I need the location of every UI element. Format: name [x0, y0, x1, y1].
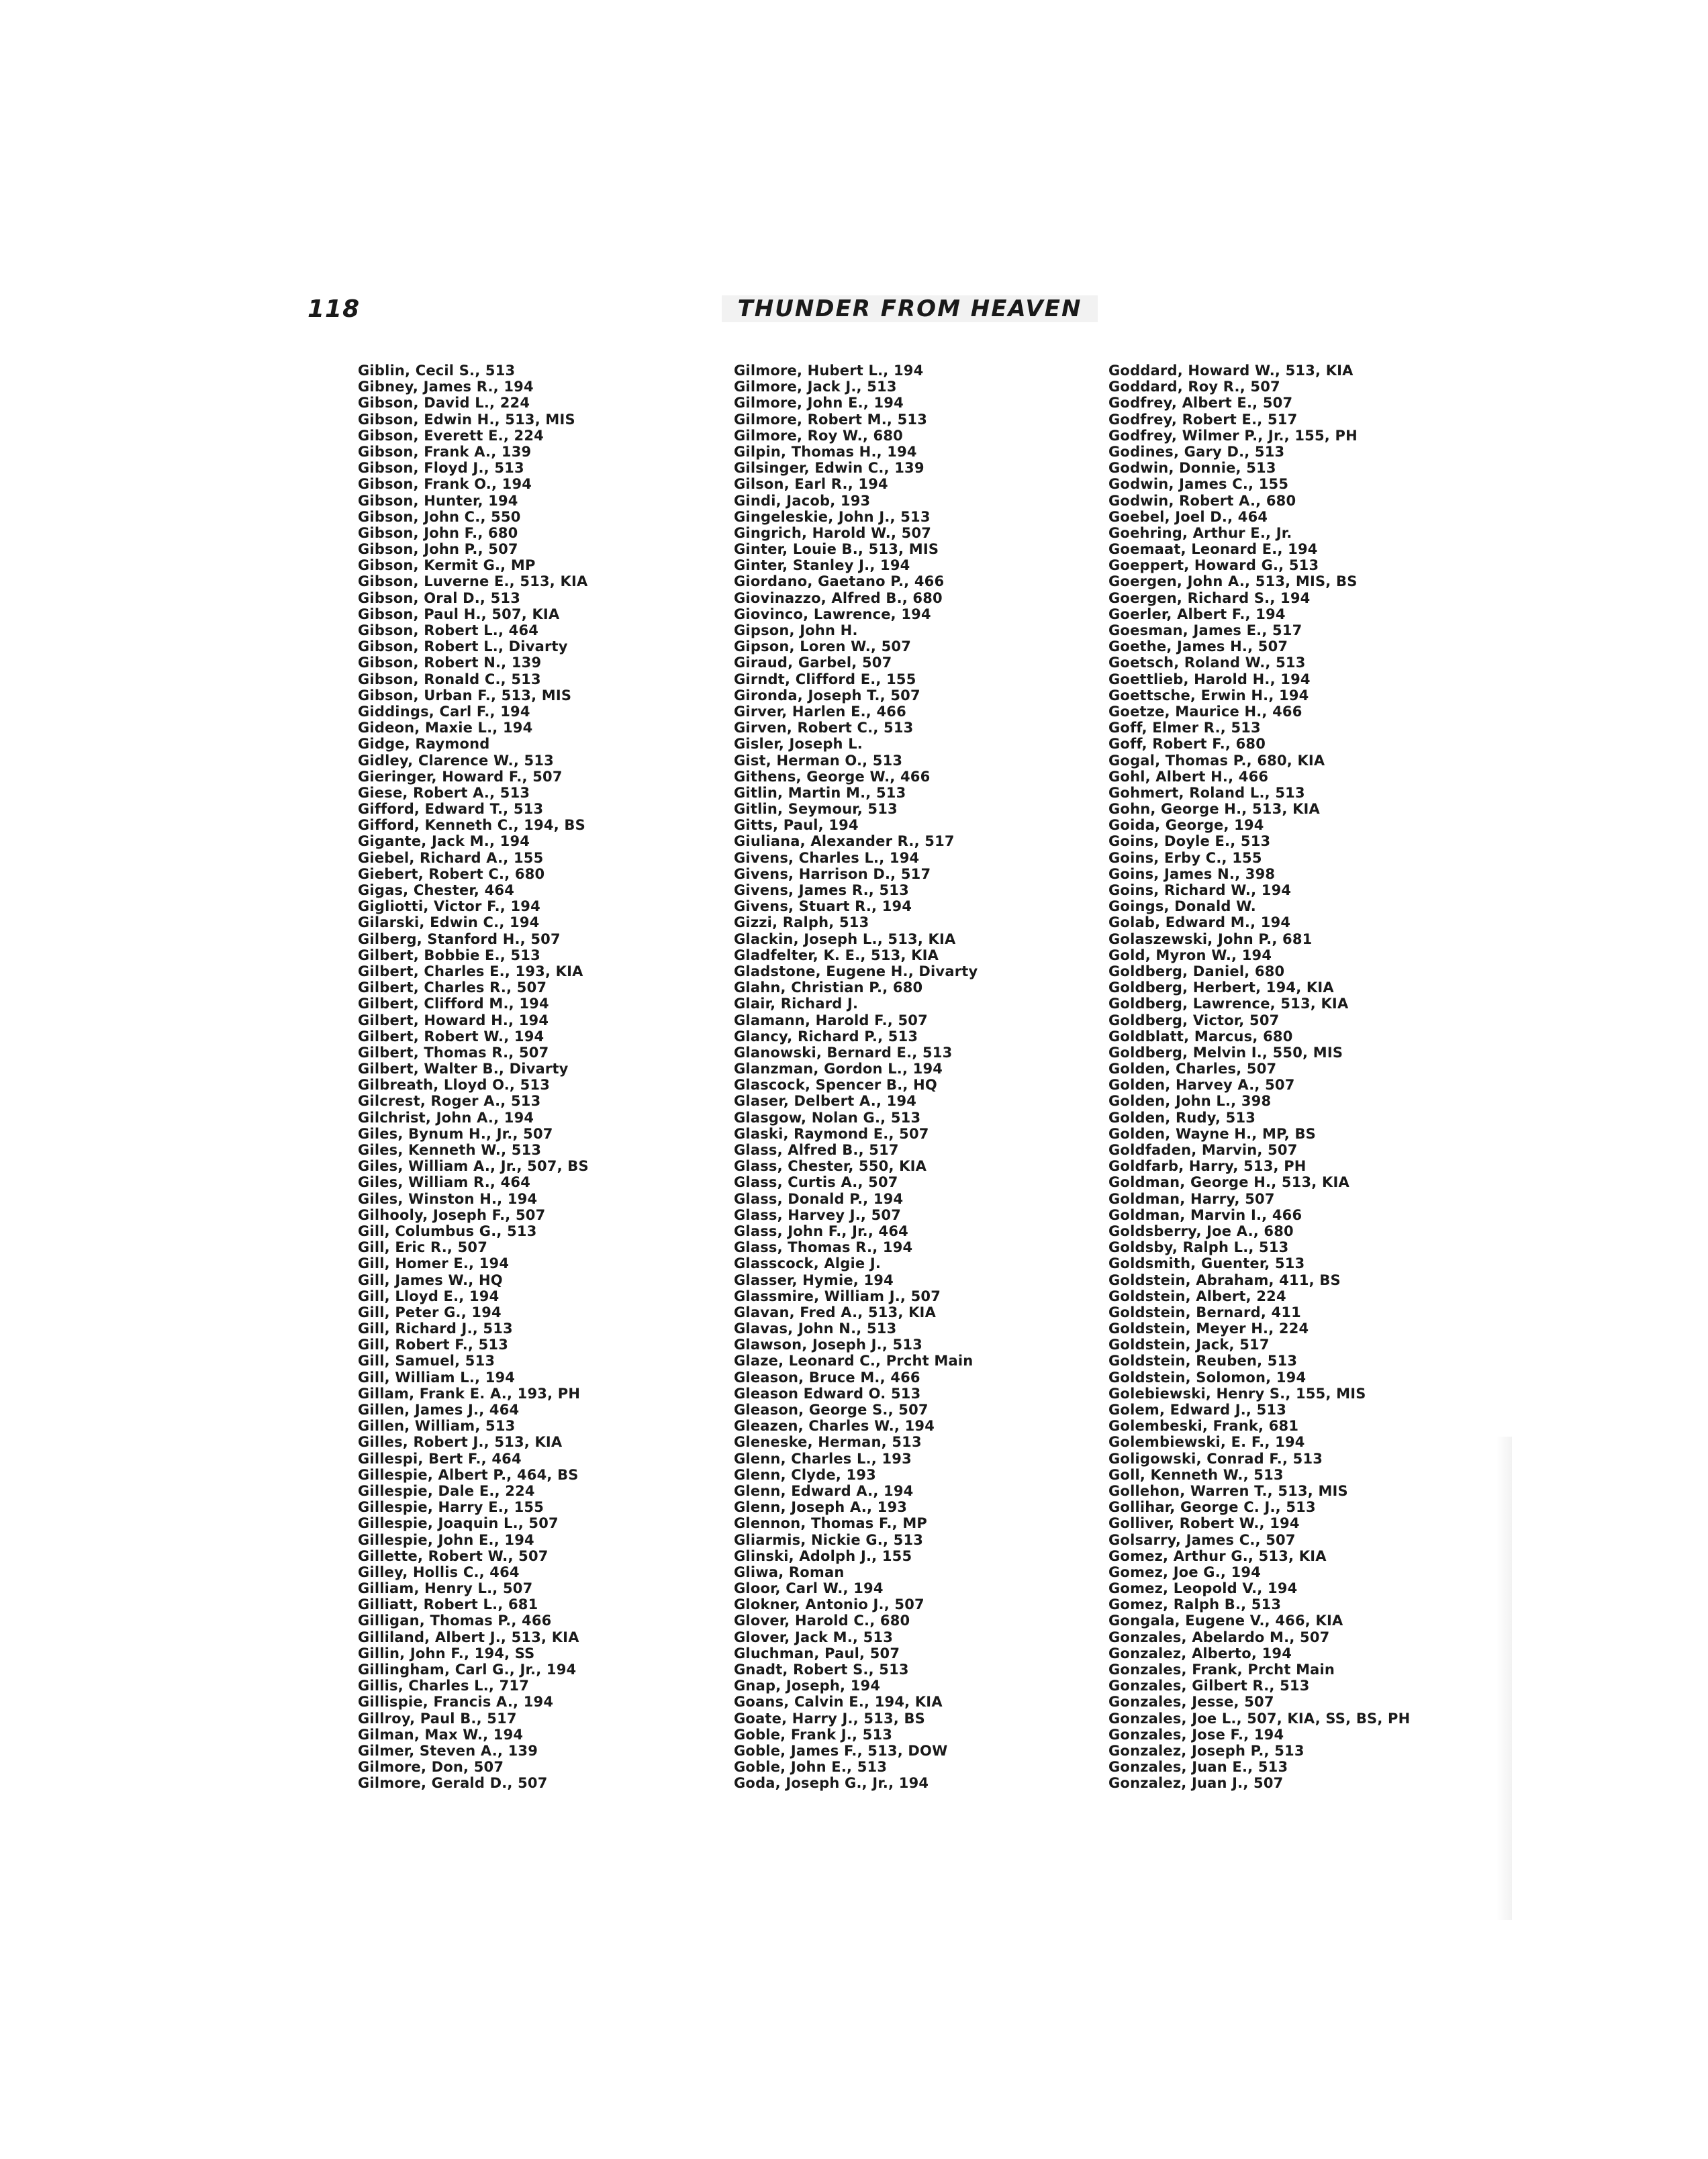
roster-entry: Gibson, Frank O., 194 — [358, 476, 532, 493]
roster-entry: Gilbert, Walter B., Divarty — [358, 1061, 569, 1077]
roster-entry: Goldman, Marvin I., 466 — [1108, 1206, 1302, 1223]
roster-entry: Gilmore, John E., 194 — [734, 395, 904, 412]
roster-entry: Gonzales, Joe L., 507, KIA, SS, BS, PH — [1108, 1710, 1411, 1727]
roster-entry: Gohmert, Roland L., 513 — [1108, 784, 1305, 801]
roster-entry: Gilligan, Thomas P., 466 — [358, 1613, 552, 1629]
roster-entry: Glanzman, Gordon L., 194 — [734, 1061, 943, 1077]
roster-entry: Goldstein, Bernard, 411 — [1108, 1304, 1301, 1321]
roster-entry: Gill, James W., HQ — [358, 1272, 503, 1288]
roster-entry: Gleason, George S., 507 — [734, 1402, 929, 1418]
roster-entry: Gonzales, Gilbert R., 513 — [1108, 1678, 1310, 1694]
roster-entry: Gomez, Leopold V., 194 — [1108, 1580, 1298, 1597]
roster-entry: Giebert, Robert C., 680 — [358, 865, 545, 882]
roster-entry: Givens, Charles L., 194 — [734, 849, 920, 866]
roster-entry: Goll, Kenneth W., 513 — [1108, 1466, 1284, 1483]
roster-entry: Glokner, Antonio J., 507 — [734, 1596, 924, 1613]
roster-entry: Gillespie, Harry E., 155 — [358, 1499, 544, 1516]
roster-entry: Gomez, Joe G., 194 — [1108, 1564, 1262, 1580]
roster-entry: Gladstone, Eugene H., Divarty — [734, 963, 978, 979]
roster-entry: Goldfarb, Harry, 513, PH — [1108, 1158, 1307, 1175]
roster-entry: Glass, Thomas R., 194 — [734, 1239, 913, 1256]
roster-entry: Gifford, Edward T., 513 — [358, 801, 544, 818]
roster-entry: Gillispie, Francis A., 194 — [358, 1694, 554, 1711]
roster-entry: Giles, Winston H., 194 — [358, 1190, 538, 1207]
roster-entry: Goldstein, Abraham, 411, BS — [1108, 1272, 1341, 1288]
roster-entry: Gillespie, Albert P., 464, BS — [358, 1466, 579, 1483]
roster-entry: Gomez, Ralph B., 513 — [1108, 1596, 1282, 1613]
roster-entry: Goehring, Arthur E., Jr. — [1108, 524, 1292, 541]
roster-entry: Ginter, Stanley J., 194 — [734, 557, 910, 574]
roster-entry: Goble, Frank J., 513 — [734, 1726, 893, 1743]
roster-entry: Glawson, Joseph J., 513 — [734, 1337, 922, 1353]
roster-entry: Gilbert, Bobbie E., 513 — [358, 947, 540, 963]
roster-entry: Gibson, John C., 550 — [358, 508, 521, 525]
roster-entry: Gilpin, Thomas H., 194 — [734, 443, 917, 460]
roster-entry: Giovinazzo, Alfred B., 680 — [734, 589, 943, 606]
roster-entry: Glamann, Harold F., 507 — [734, 1012, 928, 1028]
roster-entry: Glascock, Spencer B., HQ — [734, 1077, 937, 1094]
roster-entry: Gillespie, Dale E., 224 — [358, 1482, 535, 1499]
roster-entry: Gillespi, Bert F., 464 — [358, 1450, 522, 1467]
roster-entry: Godfrey, Albert E., 507 — [1108, 395, 1293, 412]
roster-entry: Gibson, Frank A., 139 — [358, 443, 532, 460]
roster-entry: Gibson, Paul H., 507, KIA — [358, 606, 560, 622]
roster-entry: Gollihar, George C. J., 513 — [1108, 1499, 1316, 1516]
roster-entry: Goettsche, Erwin H., 194 — [1108, 687, 1309, 704]
roster-entry: Golem, Edward J., 513 — [1108, 1402, 1287, 1418]
roster-entry: Gogal, Thomas P., 680, KIA — [1108, 752, 1325, 769]
roster-entry: Goldstein, Jack, 517 — [1108, 1337, 1270, 1353]
roster-entry: Girndt, Clifford E., 155 — [734, 671, 916, 687]
roster-entry: Glover, Harold C., 680 — [734, 1613, 910, 1629]
roster-entry: Golden, Harvey A., 507 — [1108, 1077, 1295, 1094]
roster-entry: Gillette, Robert W., 507 — [358, 1547, 549, 1564]
roster-entry: Goff, Robert F., 680 — [1108, 736, 1266, 753]
roster-entry: Gilmore, Hubert L., 194 — [734, 363, 924, 379]
roster-entry: Glancy, Richard P., 513 — [734, 1028, 918, 1045]
roster-entry: Gilbert, Robert W., 194 — [358, 1028, 544, 1045]
roster-entry: Goins, Richard W., 194 — [1108, 882, 1292, 898]
roster-entry: Giraud, Garbel, 507 — [734, 655, 892, 671]
roster-entry: Gibson, Oral D., 513 — [358, 589, 521, 606]
roster-entry: Glass, Alfred B., 517 — [734, 1142, 899, 1158]
roster-entry: Gingeleskie, John J., 513 — [734, 508, 931, 525]
roster-entry: Gilcrest, Roger A., 513 — [358, 1093, 541, 1110]
roster-entry: Gillingham, Carl G., Jr., 194 — [358, 1662, 577, 1678]
roster-entry: Gillroy, Paul B., 517 — [358, 1710, 517, 1727]
roster-entry: Gibson, Ronald C., 513 — [358, 671, 541, 687]
roster-entry: Golebiewski, Henry S., 155, MIS — [1108, 1385, 1366, 1402]
roster-entry: Gillespie, Joaquin L., 507 — [358, 1515, 559, 1532]
roster-entry: Gilbert, Howard H., 194 — [358, 1012, 549, 1028]
roster-entry: Gohn, George H., 513, KIA — [1108, 801, 1321, 818]
roster-entry: Giovinco, Lawrence, 194 — [734, 606, 931, 622]
roster-entry: Golden, Charles, 507 — [1108, 1061, 1277, 1077]
roster-entry: Givens, Harrison D., 517 — [734, 865, 931, 882]
roster-entry: Goddard, Roy R., 507 — [1108, 379, 1280, 395]
roster-entry: Gillespie, John E., 194 — [358, 1531, 534, 1548]
roster-entry: Glass, Chester, 550, KIA — [734, 1158, 927, 1175]
roster-entry: Goebel, Joel D., 464 — [1108, 508, 1268, 525]
roster-entry: Gillen, James J., 464 — [358, 1402, 520, 1418]
roster-entry: Goldman, Harry, 507 — [1108, 1190, 1275, 1207]
roster-entry: Gill, Peter G., 194 — [358, 1304, 502, 1321]
roster-entry: Gonzales, Juan E., 513 — [1108, 1759, 1288, 1776]
roster-entry: Goldsberry, Joe A., 680 — [1108, 1222, 1294, 1239]
roster-entry: Giese, Robert A., 513 — [358, 784, 530, 801]
roster-entry: Golsarry, James C., 507 — [1108, 1531, 1296, 1548]
roster-entry: Gilmore, Gerald D., 507 — [358, 1775, 548, 1792]
roster-entry: Gironda, Joseph T., 507 — [734, 687, 920, 704]
roster-entry: Gigante, Jack M., 194 — [358, 833, 530, 850]
roster-entry: Glenn, Joseph A., 193 — [734, 1499, 908, 1516]
roster-entry: Goldstein, Solomon, 194 — [1108, 1369, 1307, 1386]
roster-entry: Gilman, Max W., 194 — [358, 1726, 524, 1743]
roster-entry: Golembeski, Frank, 681 — [1108, 1418, 1299, 1435]
roster-column-1 — [358, 363, 589, 1792]
roster-entry: Goldsmith, Guenter, 513 — [1108, 1255, 1305, 1272]
roster-entry: Glaski, Raymond E., 507 — [734, 1125, 929, 1142]
roster-entry: Goble, John E., 513 — [734, 1759, 888, 1776]
roster-entry: Goins, James N., 398 — [1108, 865, 1276, 882]
roster-entry: Gleason Edward O. 513 — [734, 1385, 921, 1402]
roster-entry: Gibney, James R., 194 — [358, 379, 534, 395]
roster-entry: Gist, Herman O., 513 — [734, 752, 903, 769]
roster-entry: Glasgow, Nolan G., 513 — [734, 1109, 921, 1126]
roster-entry: Gieringer, Howard F., 507 — [358, 768, 563, 785]
roster-entry: Glassmire, William J., 507 — [734, 1288, 941, 1304]
roster-entry: Gladfelter, K. E., 513, KIA — [734, 947, 939, 963]
roster-entry: Goldberg, Lawrence, 513, KIA — [1108, 996, 1349, 1012]
roster-entry: Gifford, Kenneth C., 194, BS — [358, 817, 585, 834]
roster-entry: Githens, George W., 466 — [734, 768, 931, 785]
roster-entry: Gnadt, Robert S., 513 — [734, 1662, 909, 1678]
roster-entry: Gollehon, Warren T., 513, MIS — [1108, 1482, 1348, 1499]
roster-entry: Gibson, Robert L., 464 — [358, 622, 539, 638]
roster-entry: Glenn, Edward A., 194 — [734, 1482, 914, 1499]
roster-entry: Gonzalez, Joseph P., 513 — [1108, 1742, 1304, 1759]
roster-entry: Goins, Erby C., 155 — [1108, 849, 1262, 866]
roster-entry: Golembiewski, E. F., 194 — [1108, 1434, 1305, 1451]
roster-entry: Gilley, Hollis C., 464 — [358, 1564, 520, 1580]
roster-entry: Gilmore, Robert M., 513 — [734, 411, 928, 428]
roster-entry: Gonzalez, Juan J., 507 — [1108, 1775, 1284, 1792]
roster-entry: Goettlieb, Harold H., 194 — [1108, 671, 1311, 687]
roster-entry: Giddings, Carl F., 194 — [358, 703, 530, 720]
roster-entry: Glaze, Leonard C., Prcht Main — [734, 1353, 974, 1370]
roster-entry: Goldberg, Daniel, 680 — [1108, 963, 1285, 979]
roster-entry: Giles, William A., Jr., 507, BS — [358, 1158, 589, 1175]
roster-entry: Gomez, Arthur G., 513, KIA — [1108, 1547, 1327, 1564]
roster-entry: Goldstein, Albert, 224 — [1108, 1288, 1286, 1304]
roster-entry: Goddard, Howard W., 513, KIA — [1108, 363, 1354, 379]
roster-entry: Glinski, Adolph J., 155 — [734, 1547, 912, 1564]
roster-entry: Gilsinger, Edwin C., 139 — [734, 460, 924, 477]
roster-entry: Gilson, Earl R., 194 — [734, 476, 888, 493]
roster-entry: Goesman, James E., 517 — [1108, 622, 1302, 638]
roster-entry: Gillis, Charles L., 717 — [358, 1678, 530, 1694]
roster-entry: Goldblatt, Marcus, 680 — [1108, 1028, 1293, 1045]
roster-entry: Glahn, Christian P., 680 — [734, 979, 923, 996]
roster-entry: Gigas, Chester, 464 — [358, 882, 515, 898]
roster-entry: Giles, William R., 464 — [358, 1174, 531, 1191]
roster-entry: Glavan, Fred A., 513, KIA — [734, 1304, 937, 1321]
roster-entry: Gleazen, Charles W., 194 — [734, 1418, 935, 1435]
roster-entry: Glasscock, Algie J. — [734, 1255, 882, 1272]
roster-entry: Giebel, Richard A., 155 — [358, 849, 544, 866]
roster-entry: Gibson, Robert L., Divarty — [358, 638, 568, 655]
roster-entry: Gitlin, Seymour, 513 — [734, 801, 898, 818]
page-number: 118 — [307, 295, 361, 323]
roster-entry: Glover, Jack M., 513 — [734, 1629, 894, 1645]
roster-entry: Glaser, Delbert A., 194 — [734, 1093, 917, 1110]
roster-entry: Gibson, Urban F., 513, MIS — [358, 687, 572, 704]
roster-entry: Girver, Harlen E., 466 — [734, 703, 906, 720]
roster-entry: Gloor, Carl W., 194 — [734, 1580, 884, 1597]
roster-entry: Goble, James F., 513, DOW — [734, 1742, 948, 1759]
roster-entry: Goff, Elmer R., 513 — [1108, 720, 1261, 736]
roster-entry: Giordano, Gaetano P., 466 — [734, 573, 945, 590]
roster-entry: Godwin, Robert A., 680 — [1108, 492, 1296, 509]
roster-entry: Gipson, Loren W., 507 — [734, 638, 912, 655]
roster-entry: Gilbert, Charles E., 193, KIA — [358, 963, 583, 979]
roster-entry: Gill, Columbus G., 513 — [358, 1222, 537, 1239]
roster-entry: Gill, Samuel, 513 — [358, 1353, 495, 1370]
roster-entry: Gindi, Jacob, 193 — [734, 492, 871, 509]
roster-entry: Glavas, John N., 513 — [734, 1321, 897, 1337]
roster-entry: Gilmer, Steven A., 139 — [358, 1742, 538, 1759]
roster-entry: Gill, William L., 194 — [358, 1369, 516, 1386]
roster-entry: Goldstein, Meyer H., 224 — [1108, 1321, 1309, 1337]
roster-entry: Gonzales, Jesse, 507 — [1108, 1694, 1274, 1711]
roster-entry: Golab, Edward M., 194 — [1108, 914, 1291, 931]
roster-entry: Gonzales, Abelardo M., 507 — [1108, 1629, 1330, 1645]
roster-entry: Gilles, Robert J., 513, KIA — [358, 1434, 563, 1451]
roster-entry: Gilliam, Henry L., 507 — [358, 1580, 533, 1597]
roster-entry: Gilhooly, Joseph F., 507 — [358, 1206, 546, 1223]
roster-entry: Giles, Bynum H., Jr., 507 — [358, 1125, 553, 1142]
roster-entry: Gibson, Floyd J., 513 — [358, 460, 524, 477]
roster-entry: Glasser, Hymie, 194 — [734, 1272, 894, 1288]
roster-entry: Gizzi, Ralph, 513 — [734, 914, 869, 931]
roster-entry: Goldberg, Victor, 507 — [1108, 1012, 1280, 1028]
roster-entry: Gill, Robert F., 513 — [358, 1337, 509, 1353]
roster-entry: Goemaat, Leonard E., 194 — [1108, 541, 1318, 558]
roster-entry: Gilchrist, John A., 194 — [358, 1109, 534, 1126]
roster-entry: Giblin, Cecil S., 513 — [358, 363, 516, 379]
roster-entry: Glass, John F., Jr., 464 — [734, 1222, 908, 1239]
roster-entry: Gill, Eric R., 507 — [358, 1239, 488, 1256]
roster-entry: Gilliatt, Robert L., 681 — [358, 1596, 538, 1613]
roster-entry: Gilmore, Don, 507 — [358, 1759, 504, 1776]
roster-entry: Godwin, Donnie, 513 — [1108, 460, 1276, 477]
roster-entry: Gilbert, Thomas R., 507 — [358, 1044, 549, 1061]
roster-entry: Goins, Doyle E., 513 — [1108, 833, 1271, 850]
roster-entry: Gibson, Hunter, 194 — [358, 492, 518, 509]
roster-entry: Gideon, Maxie L., 194 — [358, 720, 533, 736]
roster-entry: Goldfaden, Marvin, 507 — [1108, 1142, 1298, 1158]
roster-entry: Gillin, John F., 194, SS — [358, 1645, 535, 1662]
roster-entry: Gilbert, Clifford M., 194 — [358, 996, 549, 1012]
roster-entry: Goetsch, Roland W., 513 — [1108, 655, 1306, 671]
roster-entry: Golliver, Robert W., 194 — [1108, 1515, 1300, 1532]
roster-entry: Godfrey, Robert E., 517 — [1108, 411, 1298, 428]
roster-entry: Ginter, Louie B., 513, MIS — [734, 541, 939, 558]
roster-entry: Gonzalez, Alberto, 194 — [1108, 1645, 1292, 1662]
roster-entry: Goerler, Albert F., 194 — [1108, 606, 1286, 622]
roster-entry: Gohl, Albert H., 466 — [1108, 768, 1269, 785]
roster-entry: Goldman, George H., 513, KIA — [1108, 1174, 1349, 1191]
roster-entry: Gleason, Bruce M., 466 — [734, 1369, 920, 1386]
roster-entry: Goldsby, Ralph L., 513 — [1108, 1239, 1289, 1256]
roster-entry: Gilliland, Albert J., 513, KIA — [358, 1629, 579, 1645]
roster-entry: Gillen, William, 513 — [358, 1418, 516, 1435]
roster-entry: Glackin, Joseph L., 513, KIA — [734, 930, 956, 947]
roster-entry: Golden, John L., 398 — [1108, 1093, 1272, 1110]
roster-entry: Gidley, Clarence W., 513 — [358, 752, 554, 769]
roster-entry: Gilarski, Edwin C., 194 — [358, 914, 540, 931]
roster-entry: Gitlin, Martin M., 513 — [734, 784, 906, 801]
roster-entry: Gonzales, Frank, Prcht Main — [1108, 1662, 1335, 1678]
roster-entry: Goans, Calvin E., 194, KIA — [734, 1694, 943, 1711]
roster-entry: Gongala, Eugene V., 466, KIA — [1108, 1613, 1343, 1629]
roster-entry: Gibson, Everett E., 224 — [358, 427, 544, 444]
roster-entry: Gibson, Kermit G., MP — [358, 557, 536, 574]
roster-entry: Giles, Kenneth W., 513 — [358, 1142, 542, 1158]
roster-entry: Golden, Rudy, 513 — [1108, 1109, 1256, 1126]
roster-entry: Gilmore, Jack J., 513 — [734, 379, 897, 395]
roster-entry: Godfrey, Wilmer P., Jr., 155, PH — [1108, 427, 1358, 444]
roster-entry: Goeppert, Howard G., 513 — [1108, 557, 1319, 574]
roster-entry: Goldstein, Reuben, 513 — [1108, 1353, 1298, 1370]
roster-entry: Gibson, Robert N., 139 — [358, 655, 542, 671]
roster-entry: Gluchman, Paul, 507 — [734, 1645, 900, 1662]
roster-entry: Givens, James R., 513 — [734, 882, 909, 898]
roster-entry: Gill, Lloyd E., 194 — [358, 1288, 500, 1304]
roster-entry: Gigliotti, Victor F., 194 — [358, 898, 540, 915]
roster-entry: Goethe, James H., 507 — [1108, 638, 1288, 655]
roster-entry: Gillam, Frank E. A., 193, PH — [358, 1385, 581, 1402]
roster-entry: Gilbert, Charles R., 507 — [358, 979, 547, 996]
roster-entry: Giuliana, Alexander R., 517 — [734, 833, 955, 850]
roster-entry: Glair, Richard J. — [734, 996, 859, 1012]
roster-entry: Goldberg, Melvin I., 550, MIS — [1108, 1044, 1343, 1061]
roster-entry: Glass, Harvey J., 507 — [734, 1206, 902, 1223]
roster-entry: Gitts, Paul, 194 — [734, 817, 859, 834]
roster-entry: Glennon, Thomas F., MP — [734, 1515, 928, 1532]
roster-entry: Gibson, Luverne E., 513, KIA — [358, 573, 588, 590]
running-title: THUNDER FROM HEAVEN — [722, 295, 1098, 322]
roster-entry: Goida, George, 194 — [1108, 817, 1264, 834]
roster-entry: Gipson, John H. — [734, 622, 858, 638]
roster-entry: Gill, Homer E., 194 — [358, 1255, 510, 1272]
roster-entry: Goergen, Richard S., 194 — [1108, 589, 1311, 606]
roster-entry: Gnap, Joseph, 194 — [734, 1678, 881, 1694]
roster-entry: Gliarmis, Nickie G., 513 — [734, 1531, 924, 1548]
roster-entry: Golaszewski, John P., 681 — [1108, 930, 1313, 947]
roster-entry: Gliwa, Roman — [734, 1564, 845, 1580]
roster-entry: Glass, Donald P., 194 — [734, 1190, 904, 1207]
roster-entry: Godwin, James C., 155 — [1108, 476, 1289, 493]
roster-entry: Glanowski, Bernard E., 513 — [734, 1044, 953, 1061]
roster-entry: Goda, Joseph G., Jr., 194 — [734, 1775, 929, 1792]
roster-entry: Gibson, Edwin H., 513, MIS — [358, 411, 575, 428]
roster-entry: Gingrich, Harold W., 507 — [734, 524, 932, 541]
roster-entry: Gibson, John F., 680 — [358, 524, 518, 541]
roster-entry: Gilberg, Stanford H., 507 — [358, 930, 561, 947]
roster-entry: Goligowski, Conrad F., 513 — [1108, 1450, 1323, 1467]
roster-entry: Gisler, Joseph L. — [734, 736, 863, 753]
roster-entry: Goergen, John A., 513, MIS, BS — [1108, 573, 1358, 590]
roster-column-3 — [1108, 363, 1410, 1792]
roster-entry: Glenn, Clyde, 193 — [734, 1466, 876, 1483]
roster-entry: Glass, Curtis A., 507 — [734, 1174, 898, 1191]
roster-entry: Givens, Stuart R., 194 — [734, 898, 912, 915]
roster-column-2 — [734, 363, 978, 1792]
roster-entry: Goetze, Maurice H., 466 — [1108, 703, 1302, 720]
roster-entry: Gleneske, Herman, 513 — [734, 1434, 922, 1451]
roster-entry: Goate, Harry J., 513, BS — [734, 1710, 925, 1727]
scan-edge-shadow — [1496, 1437, 1512, 1920]
roster-entry: Gibson, John P., 507 — [358, 541, 518, 558]
roster-entry: Gilbreath, Lloyd O., 513 — [358, 1077, 551, 1094]
roster-entry: Gibson, David L., 224 — [358, 395, 530, 412]
roster-entry: Girven, Robert C., 513 — [734, 720, 914, 736]
roster-entry: Gold, Myron W., 194 — [1108, 947, 1272, 963]
roster-entry: Gidge, Raymond — [358, 736, 490, 753]
roster-entry: Glenn, Charles L., 193 — [734, 1450, 912, 1467]
roster-entry: Goings, Donald W. — [1108, 898, 1256, 915]
roster-entry: Gill, Richard J., 513 — [358, 1321, 513, 1337]
roster-entry: Golden, Wayne H., MP, BS — [1108, 1125, 1317, 1142]
roster-entry: Gilmore, Roy W., 680 — [734, 427, 903, 444]
roster-entry: Goldberg, Herbert, 194, KIA — [1108, 979, 1334, 996]
roster-entry: Godines, Gary D., 513 — [1108, 443, 1285, 460]
roster-entry: Gonzales, Jose F., 194 — [1108, 1726, 1284, 1743]
